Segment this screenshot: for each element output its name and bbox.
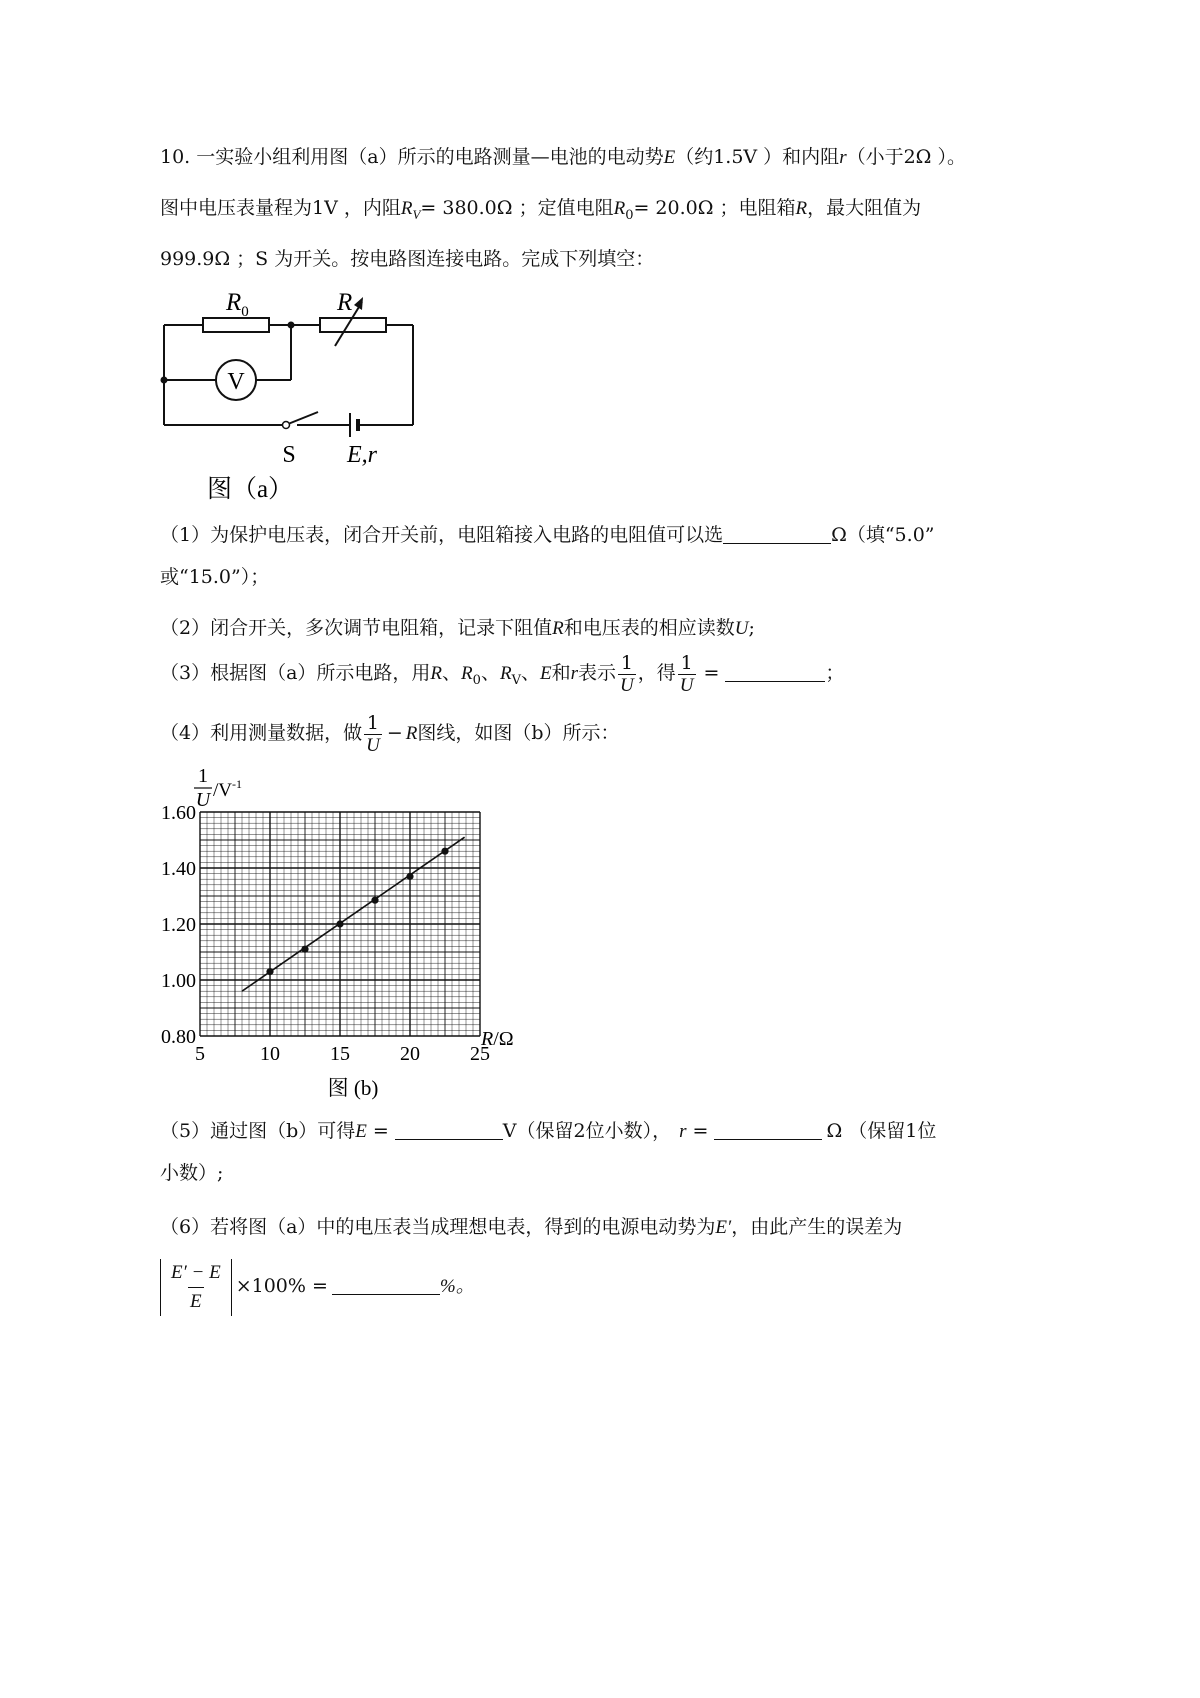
separator: 、 — [480, 662, 500, 684]
question-text: ; — [748, 617, 755, 639]
question-text: ，由此产生的误差为 — [731, 1216, 903, 1238]
question-text: Ω （保留1位 — [826, 1120, 937, 1142]
rbox-symbol: R — [795, 198, 808, 219]
resistance-symbol: R — [405, 723, 418, 744]
question-text: （6）若将图（a）中的电压表当成理想电表，得到的电源电动势为 — [160, 1216, 716, 1238]
question-text: 或“15.0”）； — [160, 566, 270, 588]
minus-sign: − — [386, 722, 403, 744]
error-fraction — [169, 1259, 223, 1316]
graph-b — [150, 760, 570, 1120]
question-text: （4）利用测量数据，做 — [160, 722, 363, 744]
question-text: 表示 — [578, 662, 617, 684]
fraction-numerator: 1 — [366, 711, 379, 734]
fraction-one-over-u — [678, 652, 696, 697]
question-text: （1）为保护电压表，闭合开关前，电阻箱接入电路的电阻值可以选 — [160, 524, 724, 546]
fraction-denominator: U — [366, 734, 380, 756]
equals-sign: = — [372, 1120, 389, 1142]
question-6-line-1 — [160, 1212, 902, 1243]
switch-label: S — [282, 442, 296, 468]
question-text: %。 — [439, 1276, 475, 1297]
switch-blade — [288, 412, 318, 424]
question-text: ，得 — [637, 662, 676, 684]
voltage-symbol: U — [734, 618, 749, 639]
data-point — [266, 968, 273, 975]
source-label: E,r — [347, 442, 377, 468]
data-point — [406, 873, 413, 880]
intro-line-1 — [160, 142, 966, 173]
y-axis-label-numerator: 1 — [198, 765, 208, 787]
intro-line-2 — [160, 193, 921, 231]
intro-text: （小于2Ω ）。 — [846, 146, 966, 168]
y-tick-label: 1.40 — [161, 858, 196, 880]
separator: 、 — [442, 662, 462, 684]
emf-prime-symbol: E′ — [715, 1217, 732, 1238]
fraction-one-over-u — [618, 652, 636, 697]
switch-pivot — [283, 422, 290, 429]
intro-text: ，最大阻值为 — [807, 197, 922, 219]
fraction-numerator: E′ − E — [171, 1261, 221, 1283]
question-1-line-2 — [160, 562, 269, 592]
voltmeter-label: V — [227, 369, 245, 395]
equals-sign: = — [692, 1120, 709, 1142]
question-6-line-2 — [160, 1256, 475, 1317]
r0-label: $R_0$ — [226, 290, 249, 320]
fraction-numerator: 1 — [680, 651, 693, 674]
data-point — [371, 897, 378, 904]
intro-text: = 20.0Ω ；电阻箱 — [633, 197, 796, 219]
y-tick-label: 1.00 — [161, 970, 196, 992]
fraction-one-over-u — [364, 712, 382, 757]
question-5-line-1 — [160, 1116, 936, 1147]
resistance-symbol: R — [552, 618, 564, 639]
question-text: 和电压表的相应读数 — [563, 617, 735, 639]
y-axis-label-unit: $/V^{-1}$ — [213, 777, 242, 801]
r0-resistor — [203, 318, 269, 332]
internal-resistance-symbol: r — [839, 147, 847, 168]
r0-subscript: 0 — [625, 207, 634, 223]
rv-subscript: V — [412, 206, 421, 222]
figure-b-caption: 图 (b) — [327, 1076, 379, 1100]
data-point — [441, 848, 448, 855]
answer-blank-2[interactable] — [725, 661, 825, 682]
x-axis-label: R/Ω — [481, 1028, 514, 1050]
x-tick-label: 15 — [330, 1043, 350, 1065]
question-5-line-2 — [160, 1158, 223, 1188]
y-axis-label-denominator: U — [195, 789, 211, 811]
question-text: （2）闭合开关，多次调节电阻箱，记录下阻值 — [160, 617, 553, 639]
figure-a-caption: 图（a） — [206, 476, 294, 503]
intro-text: 图中电压表量程为1V ，内阻 — [160, 197, 401, 219]
answer-blank-5[interactable] — [332, 1274, 440, 1295]
rv-subscript: V — [511, 672, 521, 688]
fraction-denominator: U — [679, 674, 694, 696]
intro-text: = 380.0Ω ；定值电阻 — [420, 197, 614, 219]
equals-sign: = — [703, 662, 720, 684]
question-text: ×100% = — [235, 1275, 328, 1297]
question-4 — [160, 708, 620, 759]
question-text: Ω（填“5.0” — [831, 524, 935, 546]
answer-blank-3[interactable] — [395, 1119, 503, 1140]
data-point — [301, 946, 308, 953]
question-text: 和 — [551, 662, 571, 684]
question-2 — [160, 613, 755, 644]
emf-symbol: E — [539, 663, 552, 684]
intro-text: （约1.5V ）和内阻 — [675, 146, 840, 168]
relative-error-expression — [160, 1259, 232, 1316]
fraction-numerator: 1 — [620, 651, 633, 674]
emf-symbol: E — [663, 147, 676, 168]
junction-dot — [161, 377, 168, 384]
data-point — [336, 920, 343, 927]
question-3 — [160, 648, 844, 706]
x-tick-label: 5 — [195, 1043, 205, 1065]
circuit-diagram — [150, 290, 470, 515]
question-text: 小数）; — [160, 1162, 224, 1184]
intro-text: 10. 一实验小组利用图（a）所示的电路测量—电池的电动势 — [160, 146, 664, 168]
internal-resistance-symbol: r — [570, 663, 578, 684]
internal-resistance-symbol: r — [679, 1121, 687, 1142]
r0-subscript: 0 — [472, 672, 481, 688]
resistance-symbol: R — [430, 663, 443, 684]
rv-symbol: R — [499, 663, 512, 684]
question-1-line-1 — [160, 520, 935, 550]
intro-text: 999.9Ω ；S 为开关。按电路图连接电路。完成下列填空： — [160, 248, 655, 270]
rheostat-resistor — [320, 318, 386, 332]
junction-dot — [288, 322, 295, 329]
fraction-denominator: E — [188, 1287, 204, 1316]
question-text: 图线，如图（b）所示： — [417, 722, 620, 744]
r0-symbol: R — [461, 663, 473, 684]
answer-blank-1[interactable] — [723, 523, 831, 544]
rheostat-label: R — [337, 290, 353, 316]
x-tick-label: 20 — [400, 1043, 420, 1065]
question-text: ； — [825, 662, 845, 684]
rv-symbol: R — [400, 198, 413, 219]
separator: 、 — [520, 662, 540, 684]
y-tick-label: 0.80 — [161, 1026, 196, 1048]
emf-symbol: E — [355, 1121, 367, 1142]
x-tick-label: 25 — [470, 1043, 490, 1065]
y-tick-label: 1.60 — [161, 802, 196, 824]
question-text: （5）通过图（b）可得 — [160, 1120, 356, 1142]
y-tick-label: 1.20 — [161, 914, 196, 936]
x-tick-label: 10 — [260, 1043, 280, 1065]
question-text: V（保留2位小数）， — [502, 1120, 672, 1142]
intro-line-3 — [160, 244, 654, 274]
r0-symbol: R — [613, 198, 626, 219]
fraction-denominator: U — [620, 674, 634, 696]
question-text: （3）根据图（a）所示电路，用 — [160, 662, 431, 684]
answer-blank-4[interactable] — [714, 1119, 822, 1140]
